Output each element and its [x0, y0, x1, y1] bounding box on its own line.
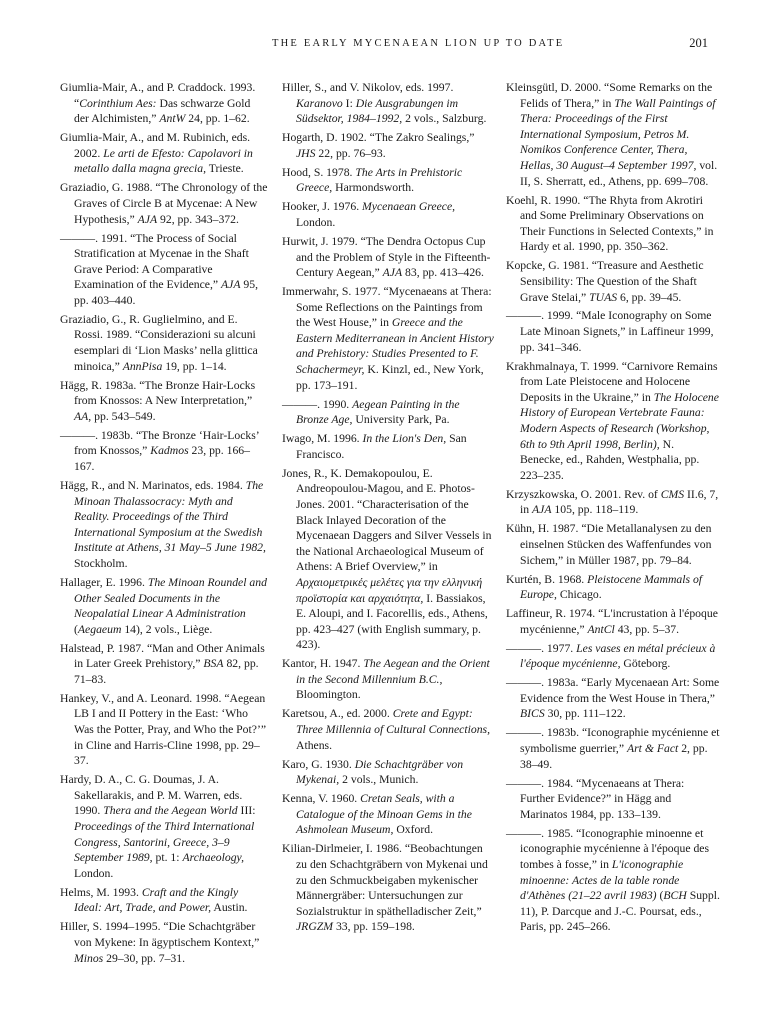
italic-text: Minos	[74, 951, 104, 965]
italic-text: AJA	[137, 212, 158, 226]
bibliography-entry	[282, 130, 494, 161]
italic-text: JHS	[296, 146, 316, 160]
entry-text: Karo, G. 1930.	[282, 757, 355, 771]
bibliography-entry	[506, 606, 720, 637]
italic-text: Karanovo	[296, 96, 343, 110]
page-number: 201	[689, 36, 708, 50]
bibliography-entry	[506, 308, 720, 355]
italic-text: Craft and the Kingly Ideal: Art, Trade, and Power,	[74, 885, 239, 915]
bibliography-entry	[60, 312, 268, 374]
bibliography-entry	[60, 478, 268, 572]
bibliography-entry	[282, 80, 494, 127]
entry-text: 24, pp. 1–62.	[185, 112, 250, 126]
entry-text: ———. 1977.	[506, 641, 577, 655]
bibliography-entry	[282, 706, 494, 753]
bibliography-entry	[60, 575, 268, 637]
entry-text: 83, pp. 413–426.	[402, 266, 484, 280]
italic-text: The Minoan Thalassocracy: Myth and Reality. Proceedings of the Third International Symposium at the Swedish Institute at Athens, 31 May–5 June 1982,	[74, 478, 266, 555]
entry-text: Hardy, D. A., C. G. Doumas, J. A. Sakellarakis, and P. M. Warren, eds. 1990.	[60, 773, 243, 818]
bibliography-entry	[282, 234, 494, 281]
italic-text: The Minoan Roundel and Other Sealed Documents in the Neopalatial Linear A Administration	[74, 575, 267, 621]
italic-text: Aegaeum	[77, 622, 122, 636]
italic-text: Die Schachtgräber von Mykenai,	[296, 757, 464, 787]
entry-text: 105, pp. 118–119.	[551, 503, 639, 517]
entry-text: London.	[74, 866, 114, 880]
italic-text: Corinthium Aes:	[79, 96, 157, 110]
entry-text: Helms, M. 1993.	[60, 885, 142, 899]
bibliography-entry	[282, 791, 494, 838]
entry-text: Hood, S. 1978.	[282, 165, 356, 179]
entry-text: Kilian-Dirlmeier, I. 1986. “Beobachtungen zu den Schachtgräbern von Mykenai und zu den Schmuckbeigaben mykenischer Männergräber: Untersuchungen zur Sozialstruktur in späthelladischer Zeit,”	[282, 842, 488, 918]
entry-text: Trieste.	[206, 162, 244, 176]
bibliography-entry	[60, 80, 268, 127]
entry-text: I. Bassiakos, E. Aloupi, and I. Facorellis, eds., Athens, pp. 423–427 (with English summary, p. 423).	[296, 591, 488, 652]
bibliography-entry	[506, 193, 720, 255]
entry-text: Chicago.	[556, 588, 602, 602]
bibliography-entry	[60, 378, 268, 425]
italic-text: Mycenaean Greece,	[362, 200, 456, 214]
entry-text: Immerwahr, S. 1977. “Mycenaeans at Thera: Some Reflections on the Paintings from the West House,” in	[282, 285, 492, 330]
entry-text: Krzyszkowska, O. 2001. Rev. of	[506, 487, 661, 501]
bibliography-entry	[282, 841, 494, 935]
entry-text: Iwago, M. 1996.	[282, 432, 363, 446]
italic-text: The Arts in Prehistoric Greece,	[296, 165, 463, 195]
bibliography-entry	[60, 919, 268, 966]
bibliography-column-1	[60, 80, 268, 970]
bibliography-entry	[60, 180, 268, 227]
entry-text: Hankey, V., and A. Leonard. 1998. “Aegean LB I and II Pottery in the East: ‘Who Was the Potter, Pray, and Who the Pot?’” in Cline and Harris-Cline 1998, pp. 29–37.	[60, 691, 267, 768]
italic-text: Αρχαιομετρικές μελέτες για την ελληνική προϊστορία και αρχαιότητα,	[296, 575, 483, 605]
italic-text: Proceedings of the Third International Congress, Santorini, Greece, 3–9 September 1989,	[74, 820, 255, 865]
bibliography-entry	[60, 885, 268, 916]
italic-text: Greece and the Eastern Mediterranean in Ancient History and Prehistory: Studies Presented to F. Schachermeyr,	[296, 316, 494, 377]
entry-text: ———. 1983a. “Early Mycenaean Art: Some Evidence from the West House in Thera,”	[506, 676, 720, 705]
entry-text: Stockholm.	[74, 556, 128, 570]
entry-text: II.6, 7, in	[520, 487, 719, 517]
entry-text: Hägg, R., and N. Marinatos, eds. 1984.	[60, 478, 246, 492]
entry-text: 6, pp. 39–45.	[617, 290, 682, 304]
italic-text: Kadmos	[150, 444, 189, 458]
italic-text: JRGZM	[296, 920, 334, 934]
bibliography-entry	[282, 199, 494, 230]
bibliography-entry	[506, 258, 720, 305]
entry-text: 2 vols., Munich.	[339, 773, 419, 787]
entry-text: (	[74, 622, 78, 636]
entry-text: Suppl. 11), P. Darcque and J.-C. Poursat, eds., Paris, pp. 245–266.	[520, 889, 720, 934]
italic-text: The Aegean and the Orient in the Second Millennium B.C.,	[296, 657, 490, 686]
entry-text: Das schwarze Gold der Alchimisten,”	[74, 96, 251, 126]
italic-text: Art & Fact	[626, 742, 679, 756]
italic-text: Die Ausgrabungen im Südsektor, 1984–1992,	[296, 96, 459, 126]
italic-text: BSA	[203, 657, 224, 671]
italic-text: In the Lion's Den,	[362, 432, 447, 446]
entry-text: ———. 1983b. “Iconographie mycénienne et symbolisme guerrier,”	[506, 726, 720, 756]
italic-text: AntCl	[587, 622, 615, 636]
entry-text: I:	[342, 96, 356, 110]
entry-text: Austin.	[211, 901, 248, 915]
italic-text: AJA	[221, 278, 241, 292]
entry-text: K. Kinzl, ed., New York, pp. 173–191.	[296, 363, 484, 392]
entry-text: University Park, Pa.	[352, 413, 450, 427]
bibliography-entry	[60, 772, 268, 881]
entry-text: Krakhmalnaya, T. 1999. “Carnivore Remains from Late Pleistocene and Holocene Deposits in the Ukraine,” in	[506, 359, 718, 404]
bibliography-entry	[282, 757, 494, 788]
italic-text: The Holocene History of European Vertebrate Fauna: Modern Aspects of Research (Workshop, 6th to 9th April 1998, Berlin),	[520, 390, 719, 451]
entry-text: 95, pp. 403–440.	[74, 278, 259, 307]
italic-text: Les vases en métal précieux à l'époque mycénienne,	[520, 641, 716, 671]
entry-text: ———. 1983b. “The Bronze ‘Hair-Locks’ from Knossos,”	[60, 428, 259, 458]
entry-text: Göteborg.	[620, 657, 671, 671]
entry-text: Hurwit, J. 1979. “The Dendra Octopus Cup and the Problem of Style in the Fifteenth-Century Aegean,”	[282, 234, 491, 280]
bibliography-entry	[60, 691, 268, 769]
entry-text: Graziadio, G. 1988. “The Chronology of the Graves of Circle B at Mycenae: A New Hypothesis,”	[60, 181, 268, 226]
entry-text: 2, pp. 38–49.	[520, 742, 708, 771]
italic-text: Archaeology,	[182, 851, 244, 865]
entry-text: 2 vols., Salzburg.	[402, 112, 487, 126]
entry-text: Kantor, H. 1947.	[282, 657, 364, 671]
entry-text: pp. 543–549.	[91, 409, 156, 423]
bibliography-entry	[60, 428, 268, 475]
entry-text: Hallager, E. 1996.	[60, 575, 148, 589]
entry-text: Kurtén, B. 1968.	[506, 572, 588, 586]
entry-text: (	[656, 889, 664, 903]
bibliography-entry	[506, 359, 720, 484]
italic-text: Crete and Egypt: Three Millennia of Cultural Connections,	[296, 707, 491, 737]
bibliography-entry	[282, 466, 494, 653]
entry-text: 22, pp. 76–93.	[315, 146, 386, 160]
entry-text: Hiller, S., and V. Nikolov, eds. 1997.	[282, 81, 454, 94]
entry-text: Athens.	[296, 738, 333, 752]
bibliography-entry	[60, 231, 268, 309]
entry-text: 29–30, pp. 7–31.	[103, 951, 186, 965]
entry-text: Kenna, V. 1960.	[282, 792, 361, 806]
italic-text: Pleistocene Mammals of Europe,	[520, 572, 703, 602]
italic-text: L'iconographie minoenne: Actes de la table ronde d'Athènes (21–22 avril 1983)	[520, 857, 684, 903]
entry-text: Kühn, H. 1987. “Die Metallanalysen zu den einselnen Stücken des Waffenfundes von Sichem,” in Müller 1987, pp. 79–84.	[506, 522, 712, 567]
entry-text: ———. 1999. “Male Iconography on Some Late Minoan Signets,” in Laffineur 1999, pp. 341–346.	[506, 309, 714, 354]
entry-text: Giumlia-Mair, A., and M. Rubinich, eds. 2002.	[60, 131, 251, 160]
italic-text: AnnPisa	[122, 359, 163, 373]
entry-text: 33, pp. 159–198.	[333, 920, 415, 934]
italic-text: AJA	[532, 503, 552, 517]
entry-text: 19, pp. 1–14.	[162, 359, 227, 373]
bibliography-entry	[60, 641, 268, 688]
bibliography-entry	[282, 165, 494, 196]
bibliography-entry	[506, 521, 720, 568]
bibliography-entry	[506, 487, 720, 518]
entry-text: ———. 1991. “The Process of Social Stratification at Mycenae in the Shaft Grave Period: A Comparative Examination of the Evidence,”	[60, 231, 249, 292]
bibliography-entry	[282, 397, 494, 428]
entry-text: 30, pp. 111–122.	[544, 707, 626, 721]
entry-text: Hogarth, D. 1902. “The Zakro Sealings,”	[282, 131, 475, 145]
entry-text: Koehl, R. 1990. “The Rhyta from Akrotiri and Some Preliminary Observations on Their Functions in Selected Contexts,” in Hardy et al. 1990, pp. 350–362.	[506, 193, 714, 254]
bibliography-column-3	[506, 80, 720, 938]
italic-text: BCH	[663, 889, 687, 903]
entry-text: ———. 1990.	[282, 397, 353, 411]
bibliography-entry	[282, 656, 494, 703]
entry-text: Bloomington.	[296, 688, 361, 702]
entry-text: ———. 1984. “Mycenaeans at Thera: Further Evidence?” in Hägg and Marinatos 1984, pp. 133–139.	[506, 776, 685, 821]
italic-text: TUAS	[589, 290, 618, 304]
entry-text: Hiller, S. 1994–1995. “Die Schachtgräber von Mykene: In ägyptischem Kontext,”	[60, 920, 260, 949]
entry-text: Halstead, P. 1987. “Man and Other Animals in Later Greek Prehistory,”	[60, 641, 265, 671]
italic-text: AntW	[159, 112, 186, 126]
entry-text: 92, pp. 343–372.	[157, 212, 239, 226]
entry-text: Harmondsworth.	[332, 181, 415, 195]
entry-text: 43, pp. 5–37.	[614, 622, 680, 636]
entry-text: London.	[296, 215, 336, 229]
entry-text: Laffineur, R. 1974. “L'incrustation à l'époque mycénienne,”	[506, 607, 718, 636]
bibliography-entry	[506, 826, 720, 935]
entry-text: Kleinsgütl, D. 2000. “Some Remarks on the Felids of Thera,” in	[506, 81, 713, 110]
entry-text: Karetsou, A., ed. 2000.	[282, 707, 393, 721]
bibliography-column-2	[282, 80, 494, 938]
bibliography-entry	[506, 641, 720, 672]
italic-text: Thera and the Aegean World	[103, 804, 238, 818]
entry-text: pt. 1:	[152, 851, 183, 865]
running-head-title: THE EARLY MYCENAEAN LION UP TO DATE	[272, 38, 565, 49]
entry-text: Kopcke, G. 1981. “Treasure and Aesthetic Sensibility: The Question of the Shaft Grave Stelai,”	[506, 259, 704, 304]
entry-text: 14), 2 vols., Liège.	[121, 622, 213, 636]
entry-text: Hägg, R. 1983a. “The Bronze Hair-Locks from Knossos: A New Interpretation,”	[60, 378, 256, 408]
italic-text: AA,	[74, 409, 92, 423]
entry-text: San Francisco.	[296, 432, 467, 461]
bibliography-entry	[506, 776, 720, 823]
bibliography-entry	[506, 725, 720, 772]
entry-text: Giumlia-Mair, A., and P. Craddock. 1993. “	[60, 81, 256, 110]
bibliography-entry	[282, 284, 494, 393]
entry-text: Hooker, J. 1976.	[282, 200, 363, 214]
entry-text: 82, pp. 71–83.	[74, 657, 259, 686]
bibliography-entry	[506, 572, 720, 603]
bibliography-entry	[60, 130, 268, 177]
italic-text: CMS	[660, 487, 685, 501]
entry-text: Oxford.	[393, 823, 433, 837]
entry-text: ———. 1985. “Iconographie minoenne et iconographie mycénienne à l'époque des tombes à fosse,” in	[506, 826, 710, 871]
entry-text: Jones, R., K. Demakopoulou, E. Andreopoulou-Magou, and E. Photos-Jones. 2001. “Characterisation of the Black Inlayed Decoration of the Mycenaean Daggers and Silver Vessels in the National Archaeological Museum of Athens: A Brief Overview,” in	[282, 466, 492, 574]
entry-text: 23, pp. 166–167.	[74, 444, 250, 473]
italic-text: AJA	[382, 266, 403, 280]
entry-text: Graziadio, G., R. Guglielmino, and E. Rossi. 1989. “Considerazioni su alcuni esemplari di ‘Lion Masks’ nella glittica minoica,”	[60, 312, 258, 373]
italic-text: Cretan Seals, with a Catalogue of the Minoan Gems in the Ashmolean Museum,	[296, 792, 472, 837]
bibliography-entry	[282, 431, 494, 462]
italic-text: The Wall Paintings of Thera: Proceedings of the First International Symposium, Petros M. Nomikos Conference Center, Thera, Hellas, 30 August–4 September 1997,	[520, 96, 716, 172]
entry-text: vol. II, S. Sherratt, ed., Athens, pp. 699–708.	[520, 158, 718, 188]
entry-text: III:	[237, 804, 256, 818]
bibliography-entry	[506, 80, 720, 189]
italic-text: Aegean Painting in the Bronze Age,	[296, 397, 460, 427]
bibliography-entry	[506, 675, 720, 722]
italic-text: Le arti de Efesto: Capolavori in metallo dalla magna grecia,	[74, 146, 253, 176]
entry-text: N. Benecke, ed., Rahden, Westphalia, pp. 223–235.	[520, 437, 700, 482]
italic-text: BICS	[520, 707, 545, 721]
